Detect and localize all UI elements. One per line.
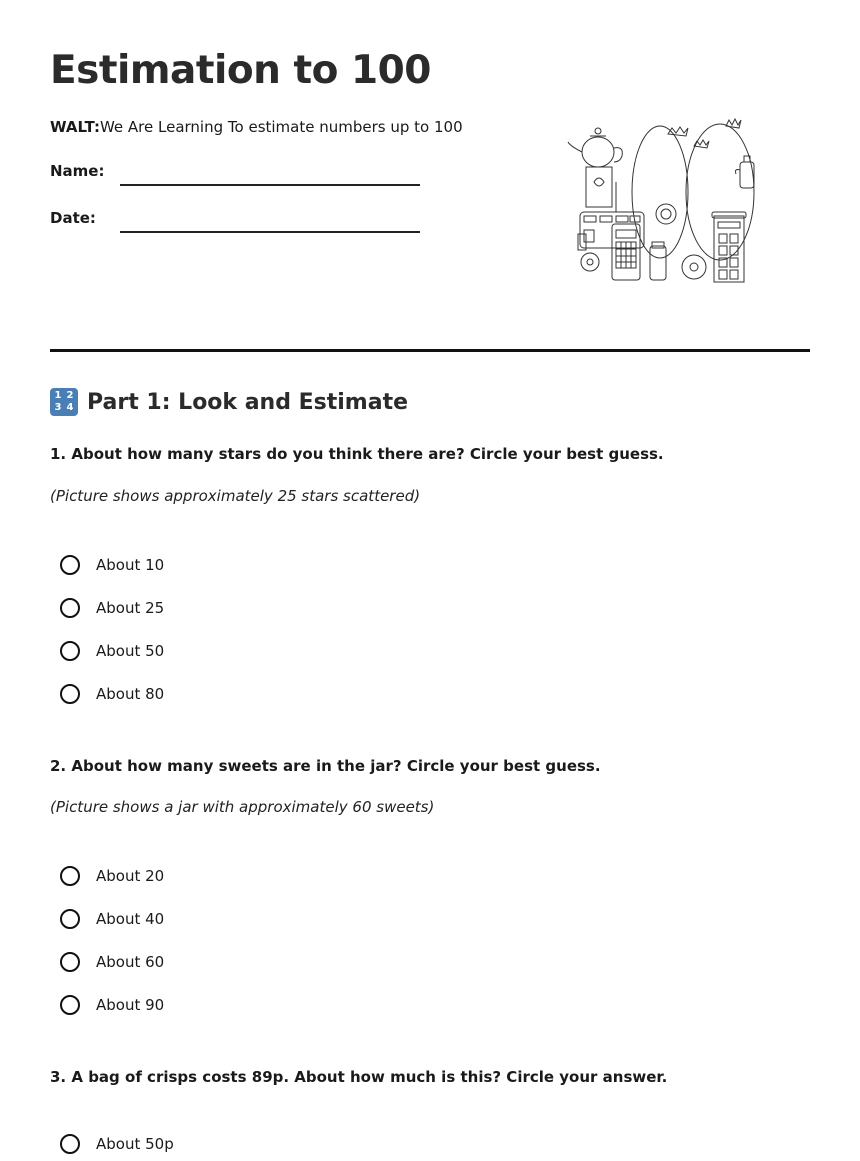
option-label: About 60 xyxy=(96,953,165,971)
radio-circle[interactable] xyxy=(60,909,80,929)
q2-option-1[interactable] xyxy=(60,866,164,886)
radio-circle[interactable] xyxy=(60,995,80,1015)
option-label: About 25 xyxy=(96,599,165,617)
q1-option-2[interactable] xyxy=(60,598,164,618)
radio-circle[interactable] xyxy=(60,952,80,972)
section-divider xyxy=(50,349,810,352)
radio-circle[interactable] xyxy=(60,866,80,886)
radio-circle[interactable] xyxy=(60,598,80,618)
walt-text: We Are Learning To estimate numbers up to 100 xyxy=(99,118,463,136)
walt-label: WALT: xyxy=(50,118,100,136)
option-label: About 90 xyxy=(96,996,165,1014)
q2-option-4[interactable] xyxy=(60,995,164,1015)
radio-circle[interactable] xyxy=(60,555,80,575)
option-label: About 10 xyxy=(96,556,165,574)
question-1-note: (Picture shows approximately 25 stars scattered) xyxy=(50,487,421,505)
option-label: About 50 xyxy=(96,642,165,660)
q2-option-2[interactable] xyxy=(60,909,164,929)
option-label: About 50p xyxy=(96,1135,174,1153)
radio-circle[interactable] xyxy=(60,641,80,661)
name-label: Name: xyxy=(50,162,105,180)
radio-circle[interactable] xyxy=(60,684,80,704)
london-landmarks-100-illustration xyxy=(560,112,770,287)
date-label: Date: xyxy=(50,209,96,227)
q2-option-3[interactable] xyxy=(60,952,164,972)
radio-circle[interactable] xyxy=(60,1134,80,1154)
numbers-icon: 1 2 3 4 xyxy=(50,388,78,416)
option-label: About 40 xyxy=(96,910,165,928)
question-2: 2. About how many sweets are in the jar? Circle your best guess. xyxy=(50,757,601,775)
q1-option-4[interactable] xyxy=(60,684,164,704)
question-3: 3. A bag of crisps costs 89p. About how much is this? Circle your answer. xyxy=(50,1068,668,1086)
q1-option-1[interactable] xyxy=(60,555,164,575)
q1-option-3[interactable] xyxy=(60,641,164,661)
option-label: About 20 xyxy=(96,867,165,885)
walt-statement xyxy=(50,118,463,136)
date-line[interactable] xyxy=(120,231,420,233)
question-2-note: (Picture shows a jar with approximately 60 sweets) xyxy=(50,798,435,816)
name-line[interactable] xyxy=(120,184,420,186)
part-1-heading xyxy=(50,388,408,416)
q3-option-1[interactable] xyxy=(60,1134,174,1154)
page-title: Estimation to 100 xyxy=(50,48,431,93)
question-1: 1. About how many stars do you think there are? Circle your best guess. xyxy=(50,445,664,463)
part-1-title: Part 1: Look and Estimate xyxy=(87,389,409,415)
option-label: About 80 xyxy=(96,685,165,703)
